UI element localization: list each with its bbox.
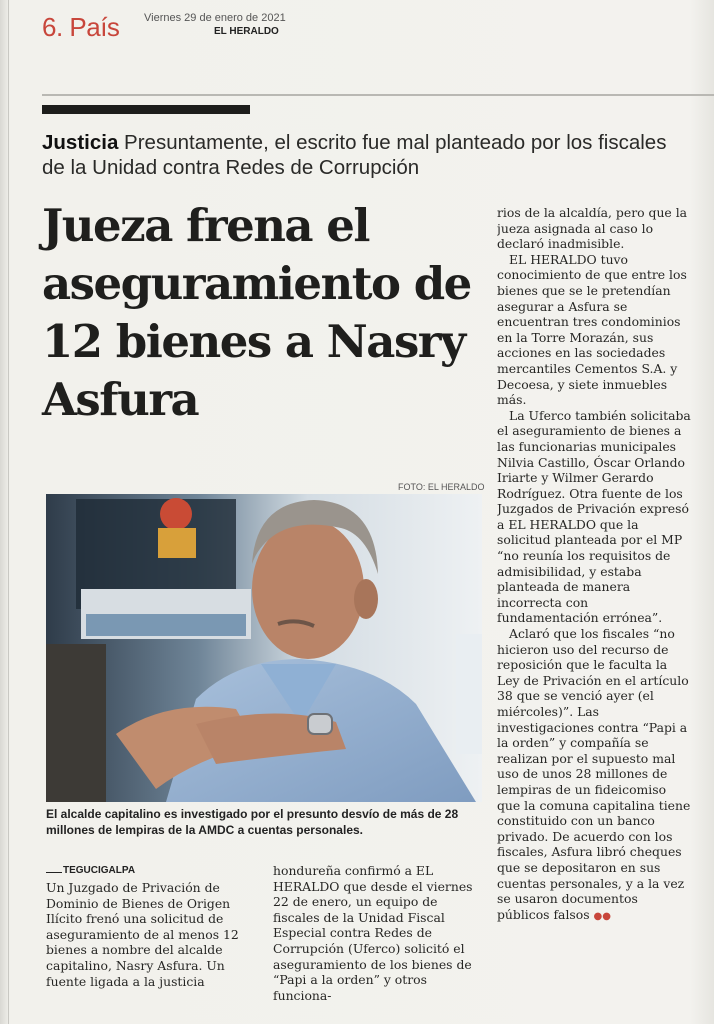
- paragraph: Un Juzgado de Privación de Dominio de Bienes de Origen Ilícito frenó una solicitud de aseguramiento de al menos 12 bienes a nombre del alcalde capitalino, Nasry Asfura. Un fuente ligada a la justicia: [46, 880, 239, 989]
- newspaper-name: EL HERALDO: [214, 26, 279, 37]
- article-photo: [46, 494, 482, 802]
- headline: Jueza frena el aseguramiento de 12 bienes a Nasry Asfura: [42, 199, 471, 426]
- article-column-3: [497, 205, 693, 1000]
- paragraph: rios de la alcaldía, pero que la jueza asignada al caso lo declaró inadmisible.: [497, 205, 688, 252]
- header-divider: [42, 94, 714, 96]
- subhead: [42, 130, 682, 180]
- article-column-2: [273, 863, 485, 1006]
- photo-illustration: [46, 494, 482, 802]
- photo-credit: FOTO: EL HERALDO: [398, 482, 485, 492]
- byline-rule: [46, 872, 62, 873]
- byline: TEGUCIGALPA: [63, 865, 136, 876]
- photo-caption: El alcalde capitalino es investigado por el presunto desvío de más de 28 millones de lempiras de la AMDC a cuentas personales.: [46, 807, 459, 837]
- page-fold-edge: [8, 0, 9, 1024]
- end-mark: ●●: [593, 910, 611, 922]
- issue-date: Viernes 29 de enero de 2021: [144, 12, 286, 24]
- page-header: [42, 10, 682, 50]
- paragraph-last: [497, 626, 693, 924]
- paragraph: La Uferco también solicitaba el aseguramiento de bienes a las funcionarias municipales Nilvia Castillo, Óscar Orlando Iriarte y Wilmer Gerardo Rodríguez. Otra fuente de los Juzgados de Privación expresó a EL HERALDO que la solicitud planteada por el MP “no reunía los requisitos de admisibilidad, y estaba planteada de manera incorrecta con fundamentación errónea”.: [497, 407, 691, 626]
- kicker-bar: [42, 105, 250, 114]
- paragraph-text: Aclaró que los fiscales “no hicieron uso del recurso de reposición que le faculta la Ley de Privación en el artículo 38 que se venció ayer (el miércoles)”. Las investigaciones contra “Papi a la orden” y compañía se realizan por el supuesto mal uso de unos 28 millones de lempiras de un fideicomiso que la comuna capitalina tiene constituido con un banco privado. De acuerdo con los fiscales, Asfura libró cheques que se depositaron en sus cuentas personales, y a la vez se usaron documentos públicos falsos: [497, 626, 691, 922]
- paragraph: hondureña confirmó a EL HERALDO que desde el viernes 22 de enero, un equipo de fiscales de la Unidad Fiscal Especial contra Redes de Corrupción (Uferco) solicitó el aseguramiento de los bienes de “Papi a la orden” y otros funciona-: [273, 863, 473, 1003]
- article-column-1: [46, 880, 260, 1006]
- subhead-keyword: Justicia: [42, 131, 119, 154]
- paragraph: EL HERALDO tuvo conocimiento de que entre los bienes que se le pretendían asegurar a Asfura se encuentran tres condominios en la Torre Morazán, sus acciones en las sociedades mercantiles Cementos S.A. y Decoesa, y siete inmuebles más.: [497, 251, 687, 408]
- section-label: 6. País: [42, 12, 120, 42]
- subhead-text: Presuntamente, el escrito fue mal planteado por los fiscales de la Unidad contra Redes de Corrupción: [42, 131, 667, 179]
